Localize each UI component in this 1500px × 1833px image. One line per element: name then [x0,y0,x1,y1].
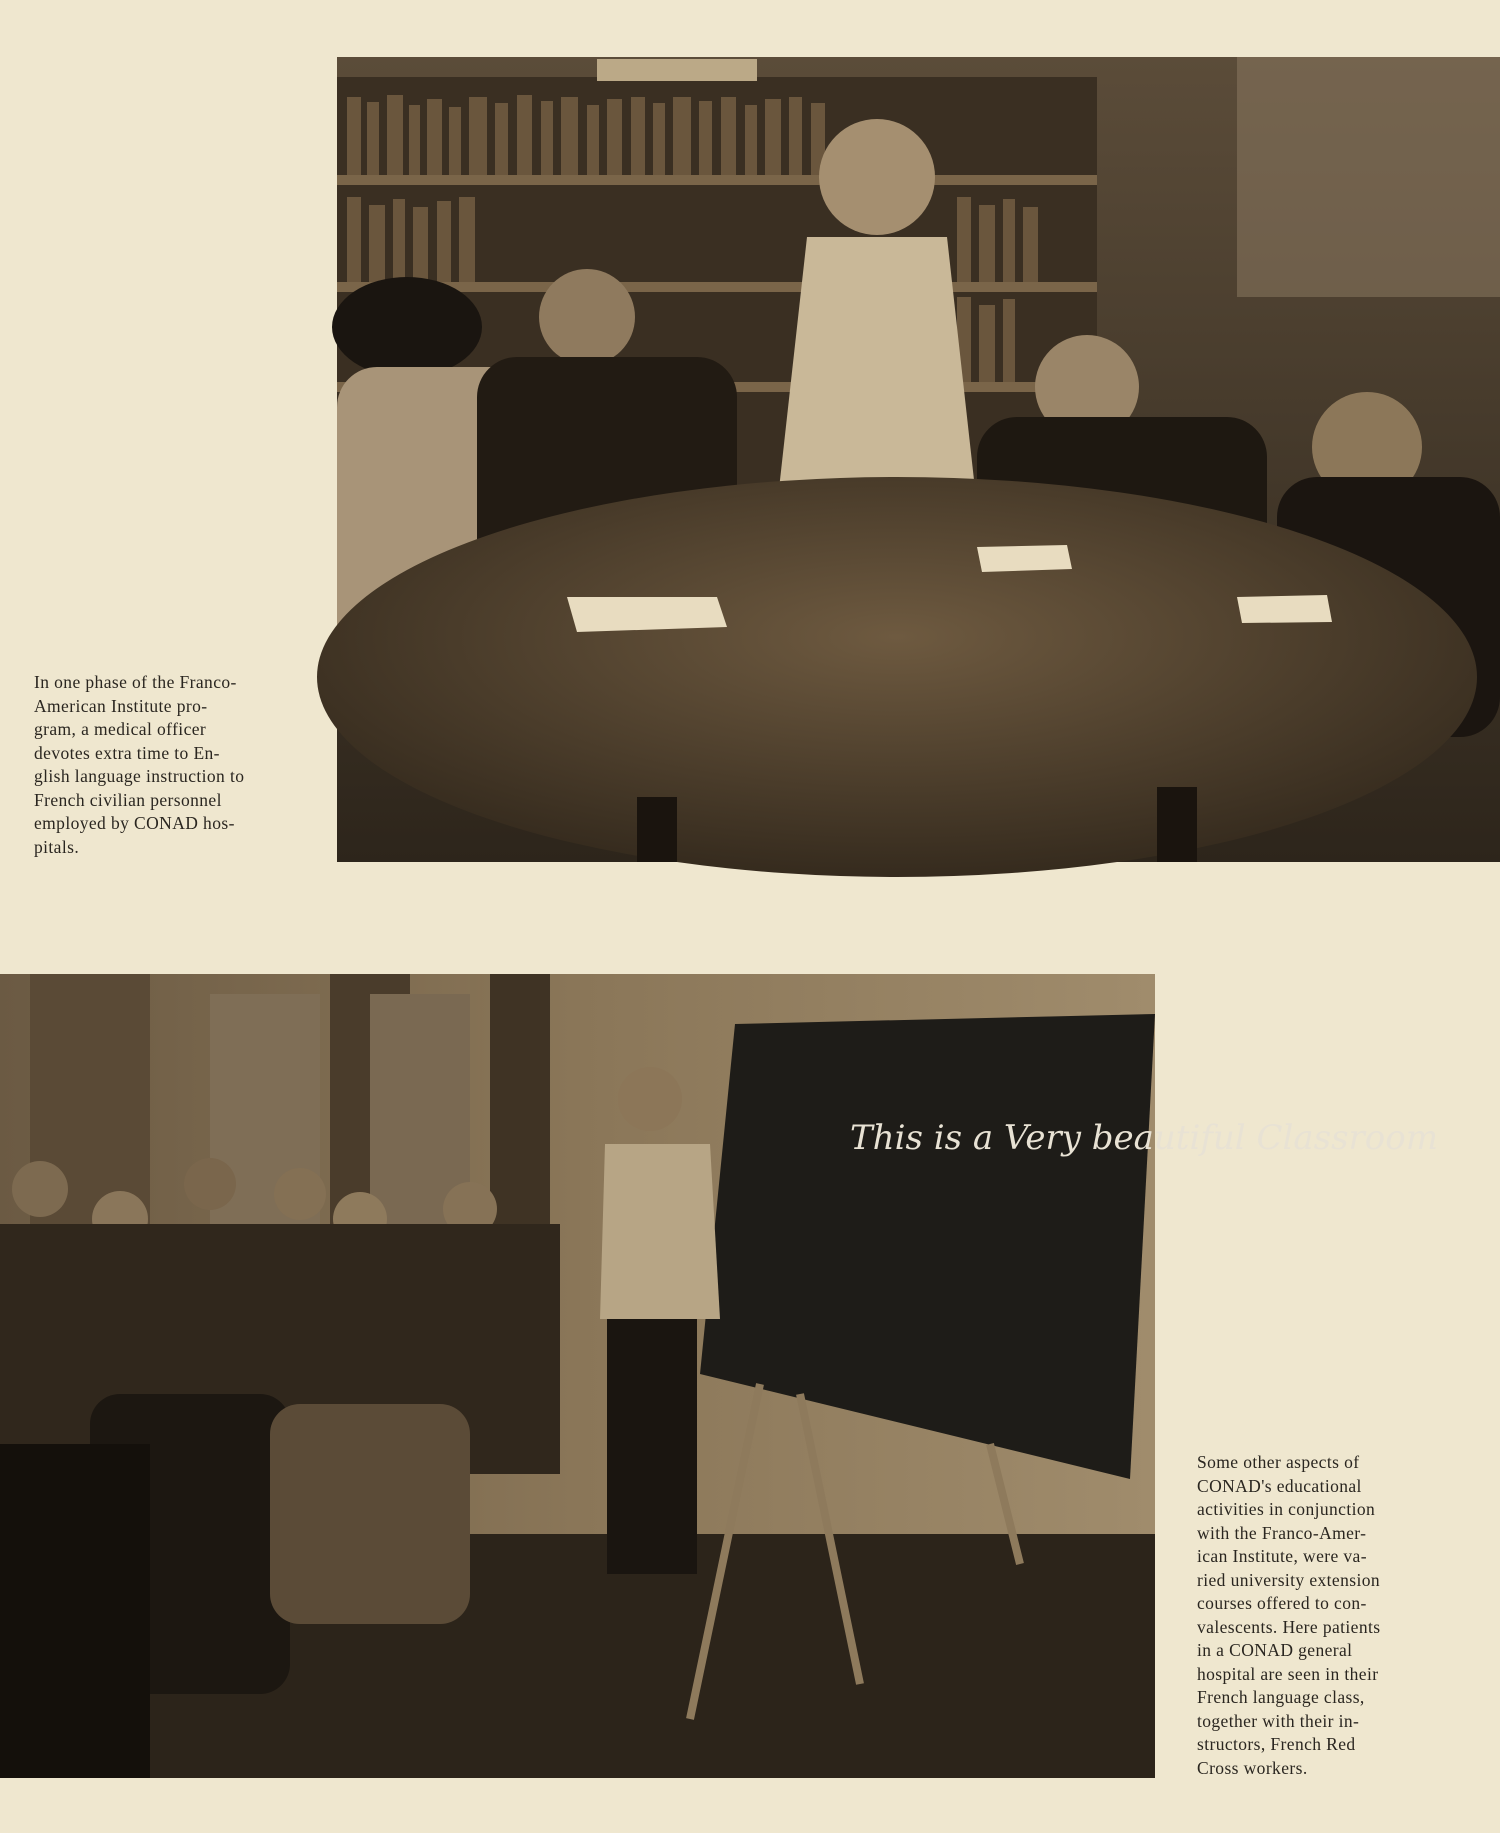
caption-line: glish language instruction to [34,766,245,786]
caption-line: together with their in- [1197,1710,1360,1731]
caption-line: ried university extension [1197,1569,1381,1590]
caption-line: activities in conjunction [1197,1499,1376,1519]
caption-line: gram, a medical officer [34,719,207,739]
caption-line: Cross workers. [1197,1757,1308,1778]
caption-line: In one phase of the Franco- [34,672,237,692]
caption-line: employed by CONAD hos- [34,813,235,833]
english-instruction-photo [337,57,1500,862]
caption-line: ican Institute, were va- [1197,1546,1367,1566]
caption-line: courses offered to con- [1197,1593,1367,1613]
caption-line: structors, French Red [1197,1734,1356,1754]
caption-line: French language class, [1197,1687,1365,1707]
caption-line: CONAD's educational [1197,1475,1362,1496]
caption-line: valescents. Here patients [1197,1616,1381,1637]
english-instruction-photo-image [337,57,1500,862]
caption-line: in a CONAD general [1197,1640,1353,1660]
caption-line: American Institute pro- [34,695,208,716]
caption-line: Some other aspects of [1197,1452,1360,1472]
caption-line: with the Franco-Amer- [1197,1522,1367,1543]
caption-line: French civilian personnel [34,789,222,810]
caption-language-class [1197,1451,1423,1780]
caption-line: devotes extra time to En- [34,742,220,763]
blackboard-writing: This is a Very beautiful Classroom [850,1118,1438,1158]
lourdes-poster [597,59,757,81]
caption-english-instruction [34,671,286,859]
round-table [317,477,1477,877]
caption-line: pitals. [34,836,80,857]
caption-line: hospital are seen in their [1197,1663,1379,1684]
